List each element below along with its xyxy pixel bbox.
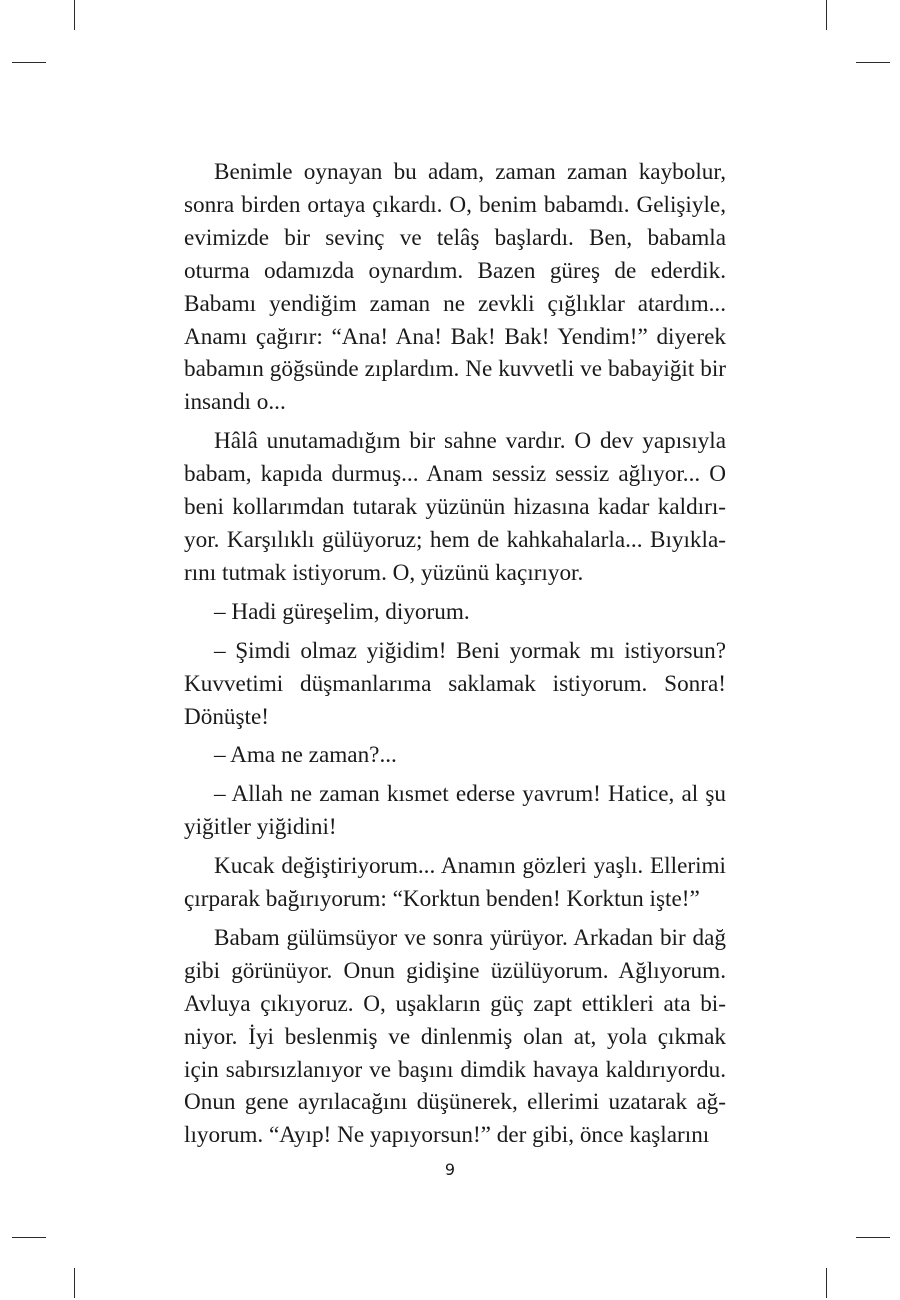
- paragraph: Benimle oynayan bu adam, zaman zaman kaybolur, sonra birden ortaya çıkardı. O, benim babamdı. Gelişiyle, evimizde bir sevinç ve telâş başlardı. Ben, babamla oturma odamızda oynardım. Bazen güreş de ederdik. Babamı yendiğim zaman ne zevkli çığlıklar atardım... Anamı çağırır: “Ana! Ana! Bak! Bak! Yendim!” diyerek babamın göğsünde zıplardım. Ne kuvvetli ve babayiğit bir insandı o...: [184, 159, 726, 416]
- dialogue-line: – Ama ne zaman?...: [214, 742, 397, 769]
- dialogue-line: – Şimdi olmaz yiğidim! Beni yormak mı istiyorsun? Kuvvetimi düşmanlarıma saklamak istiyorum. Sonra! Dönüşte!: [184, 637, 726, 730]
- crop-mark-left-top: [12, 62, 46, 63]
- crop-mark-left-bottom: [12, 1237, 46, 1238]
- crop-mark-right-top: [856, 62, 890, 63]
- crop-mark-top-right: [826, 0, 827, 30]
- paragraph: Babam gülümsüyor ve sonra yürüyor. Arkadan bir dağ gibi görünüyor. Onun gidişine üzülüyorum. Ağlıyorum. Avluya çıkıyoruz. O, uşakların güç zapt ettikleri ata biniyor. İyi beslenmiş ve dinlenmiş olan at, yola çıkmak için sabırsızlanıyor ve başını dimdik havaya kaldırıyordu. Onun gene ayrılacağını düşünerek, ellerimi uzatarak ağlıyorum. “Ayıp! Ne yapıyorsun!” der gibi, önce kaşlarını: [184, 924, 726, 1149]
- page-number: 9: [444, 1160, 456, 1179]
- dialogue-line: – Hadi güreşelim, diyorum.: [214, 598, 470, 625]
- paragraph: Kucak değiştiriyorum... Anamın gözleri yaşlı. Ellerimi çırparak bağırıyorum: “Korktun benden! Korktun işte!”: [184, 853, 726, 913]
- crop-mark-right-bottom: [856, 1237, 890, 1238]
- paragraph: Hâlâ unutamadığım bir sahne vardır. O dev yapısıyla babam, kapıda durmuş... Anam sessiz sessiz ağlıyor... O beni kollarımdan tutarak yüzünün hizasına kadar kaldırıyor. Karşılıklı gülüyoruz; hem de kahkahalarla... Bıyıklarını tutmak istiyorum. O, yüzünü kaçırıyor.: [184, 428, 726, 586]
- crop-mark-bottom-left: [74, 1268, 75, 1298]
- crop-mark-bottom-right: [826, 1268, 827, 1298]
- crop-mark-top-left: [74, 0, 75, 30]
- page-body-text: [184, 156, 726, 1158]
- dialogue-line: – Allah ne zaman kısmet ederse yavrum! Hatice, al şu yiğitler yiğidini!: [184, 781, 726, 841]
